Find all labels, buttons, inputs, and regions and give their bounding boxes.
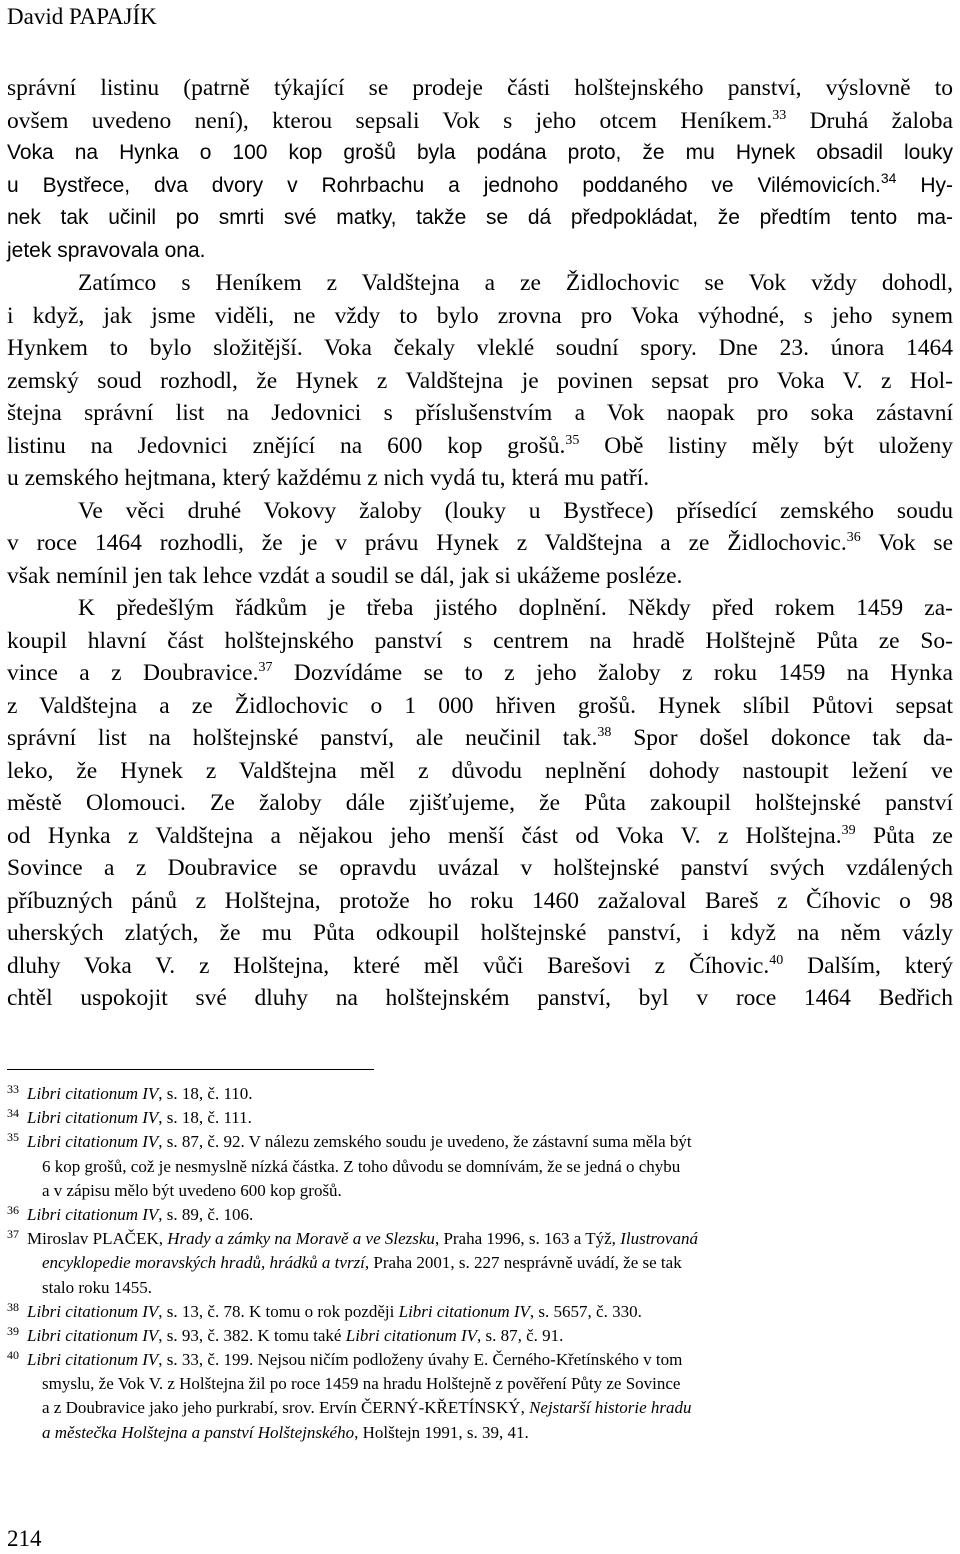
footnote-40-cont: a městečka Holštejna a panství Holštejnského, Holštejn 1991, s. 39, 41. [42,1422,529,1442]
footnote-37-cont: encyklopedie moravských hradů, hrádků a tvrzí, Praha 2001, s. 227 nesprávně uvádí, že se tak [42,1253,682,1273]
body-line: správní listinu (patrně týkající se prodeje části holštejnského panství, výslovně to [7,75,953,101]
footnote-separator [7,1069,374,1070]
body-line: Hynkem to bylo složitější. Voka čekaly vleklé soudní spory. Dne 23. února 1464 [7,335,953,361]
body-line: u Bystřece, dva dvory v Rohrbachu a jednoho poddaného ve Vilémovicích.$^{34}$ Hy- [7,169,953,197]
body-line: však nemínil jen tak lehce vzdát a soudil se dál, jak si ukážeme posléze. [7,562,683,589]
footnotes [7,1082,953,1445]
footnote-40-cont: a z Doubravice jako jeho purkrabí, srov. Ervín ČERNÝ-KŘETÍNSKÝ, Nejstarší historie hradu [42,1398,692,1418]
body-line: vince a z Doubravice.$^{37}$ Dozvídáme se to z jeho žaloby z roku 1459 na Hynka [7,660,953,686]
body-line: chtěl uspokojit své dluhy na holštejnském panství, byl v roce 1464 Bedřich [7,985,953,1011]
footnote-34: 34 Libri citationum IV, s. 18, č. 111. [7,1106,252,1128]
footnote-ref[interactable]: 33 [772,107,787,123]
footnote-ref[interactable]: 34 [880,169,897,186]
footnote-ref[interactable]: 40 [769,952,784,968]
body-line: uherských zlatých, že mu Půta odkoupil holštejnské panství, i když na něm vázly [7,920,953,946]
body-line: Ve věci druhé Vokovy žaloby (louky u Bystřece) přísedící zemského soudu [78,497,953,524]
body-line: od Hynka z Valdštejna a nějakou jeho menší část od Voka V. z Holštejna.$^{39}$ Půta ze [7,822,953,849]
body-line: městě Olomouci. Ze žaloby dále zjišťujeme, že Půta zakoupil holštejnské panství [7,790,953,816]
body-line: Voka na Hynka o 100 kop grošů byla podána proto, že mu Hynek obsadil louky [7,141,953,164]
page-number: 214 [7,1526,42,1551]
body-line: dluhy Voka V. z Holštejna, které měl vůči Barešovi z Číhovic.$^{40}$ Dalším, který [7,952,954,979]
body-line: listinu na Jedovnici znějící na 600 kop grošů.$^{35}$ Obě listiny měly být uloženy [7,432,953,459]
footnote-ref[interactable]: 37 [258,660,273,675]
footnote-ref[interactable]: 36 [846,530,861,545]
footnote-ref[interactable]: 35 [565,432,580,448]
body-line: zemský soud rozhodl, že Hynek z Valdštejna je povinen sepsat pro Voka V. z Hol- [7,367,953,394]
body-text [7,72,953,1015]
body-line: i když, jak jsme viděli, ne vždy to bylo zrovna pro Voka výhodné, s jeho synem [7,302,953,329]
body-line: nek tak učinil po smrti své matky, takže se dá předpokládat, že předtím tento ma- [7,206,953,229]
footnote-35-cont: 6 kop grošů, což je nesmyslně nízká částka. Z toho důvodu se domnívám, že se jedná o chybu [42,1156,681,1176]
body-line: koupil hlavní část holštejnského panství s centrem na hradě Holštejně Půta ze So- [7,627,953,654]
body-line: správní list na holštejnské panství, ale neučinil tak.$^{38}$ Spor došel dokonce tak da- [7,725,954,751]
footnote-ref[interactable]: 38 [597,725,612,740]
body-line: leko, že Hynek z Valdštejna měl z důvodu neplnění dohody nastoupit ležení ve [7,757,953,784]
body-line: ovšem uvedeno není), kterou sepsali Vok s jeho otcem Heníkem.$^{33}$ Druhá žaloba [7,107,953,134]
footnote-35: 35 Libri citationum IV, s. 87, č. 92. V nálezu zemského soudu je uvedeno, že zástavní suma měla být [7,1130,692,1152]
body-line: Sovince a z Doubravice se opravdu uvázal v holštejnské panství svých vzdálených [7,855,953,881]
footnote-40: 40 Libri citationum IV, s. 33, č. 199. Nejsou ničím podloženy úvahy E. Černého-Křetínského v tom [7,1348,683,1370]
body-line: v roce 1464 rozhodli, že je v právu Hynek z Valdštejna a ze Židlochovic.$^{36}$ Vok se [7,530,954,556]
footnote-37: 37 Miroslav PLAČEK, Hrady a zámky na Moravě a ve Slezsku, Praha 1996, s. 163 a Týž, Ilustrovaná [7,1227,698,1249]
body-line: z Valdštejna a ze Židlochovic o 1 000 hřiven grošů. Hynek slíbil Půtovi sepsat [7,692,953,719]
body-line: u zemského hejtmana, který každému z nich vydá tu, která mu patří. [7,465,650,491]
footnote-37-cont: stalo roku 1455. [42,1277,153,1297]
footnote-36: 36 Libri citationum IV, s. 89, č. 106. [7,1202,254,1224]
body-line: příbuzných pánů z Holštejna, protože ho roku 1460 zažaloval Bareš z Číhovic o 98 [7,887,953,914]
body-line: štejna správní list na Jedovnici s příslušenstvím a Vok naopak pro soka zástavní [7,400,953,426]
footnote-38: 38 Libri citationum IV, s. 13, č. 78. K tomu o rok později Libri citationum IV, s. 5657, č. 330. [7,1299,642,1321]
running-header-author: David PAPAJÍK [7,4,157,29]
body-line: K předešlým řádkům je třeba jistého doplnění. Někdy před rokem 1459 za- [78,595,953,621]
body-line: Zatímco s Heníkem z Valdštejna a ze Židlochovic se Vok vždy dohodl, [78,270,953,296]
footnote-ref[interactable]: 39 [841,822,856,838]
footnote-40-cont: smyslu, že Vok V. z Holštejna žil po roce 1459 na hradu Holštejně z pověření Půty ze Sovince [42,1374,681,1394]
footnote-39: 39 Libri citationum IV, s. 93, č. 382. K tomu také Libri citationum IV, s. 87, č. 91. [7,1323,564,1345]
footnote-33: 33 Libri citationum IV, s. 18, č. 110. [7,1082,253,1103]
body-line: jetek spravovala ona. [7,238,206,262]
footnote-35-cont: a v zápisu mělo být uvedeno 600 kop grošů. [42,1180,342,1200]
